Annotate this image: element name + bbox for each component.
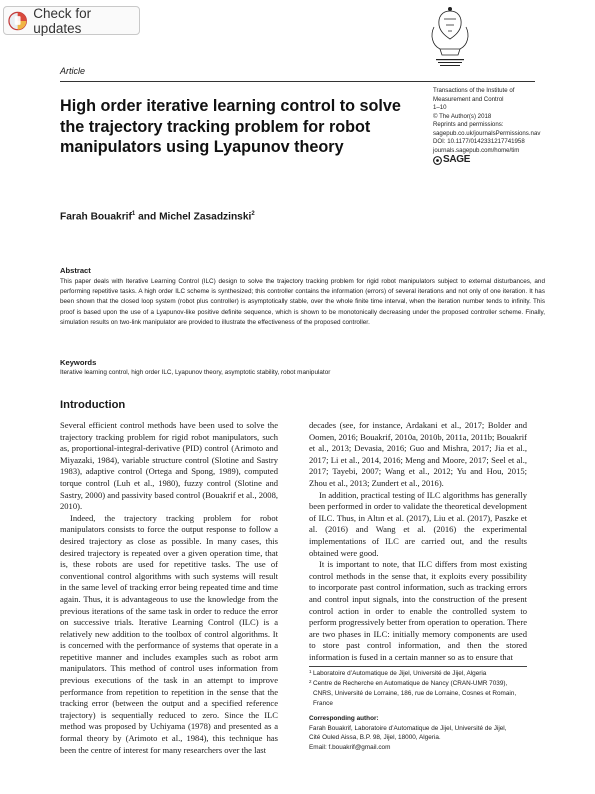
journal-info-line: 1–10 (433, 104, 447, 111)
affiliation-note (309, 679, 545, 689)
abstract-text: This paper deals with Iterative Learning Control (ILC) design to solve the trajectory tracking problem for rigid robot manipulators subject to external disturbances, and performing repetitive tasks. A high order ILC scheme is synthesized; this controller contains the information (errors) of several iterations and not only of one iteration. It has been shown that the closed loop system (robot plus controller) is asymptotically stable, over the whole finite time interval, when the iteration number tends to infinity. This proof is based upon the use of a Lyapunov-like positive definite sequence, which is shown to be monotonically decreasing under the proposed controller scheme. Finally, simulation results on two-link manipulator are provided to illustrate the effectiveness of the proposed controller. (60, 278, 545, 326)
corresponding-author-line: Cité Ouled Aissa, B.P. 98, Jijel, 18000, Algeria. (309, 734, 441, 742)
header-rule (60, 81, 535, 82)
journal-info-doi[interactable]: DOI: 10.1177/0142331217741958 (433, 138, 525, 145)
body-column-right (309, 420, 527, 663)
corresponding-author-line: Farah Bouakrif, Laboratoire d’Automatique de Jijel, Université de Jijel, (309, 724, 507, 732)
check-for-updates-button[interactable] (3, 6, 140, 35)
affiliation-number: 2 (309, 678, 312, 684)
abstract-heading: Abstract (60, 266, 91, 275)
affiliation-line: Laboratoire d’Automatique de Jijel, Université de Jijel, Algeria (313, 670, 487, 677)
author-list (60, 211, 255, 222)
sage-icon (433, 156, 442, 165)
paper-title: High order iterative learning control to solve the trajectory tracking problem for robot manipulators using Lyapunov theory (60, 97, 401, 156)
affiliation-note (309, 669, 545, 679)
footnote-rule (309, 666, 527, 667)
author-joiner: and (138, 211, 157, 223)
author-name[interactable]: Farah Bouakrif (60, 211, 132, 223)
author-name[interactable]: Michel Zasadzinski (159, 211, 252, 223)
journal-info (433, 87, 551, 165)
body-column-left (60, 420, 278, 756)
introduction-heading: Introduction (60, 399, 126, 411)
sage-logo (433, 156, 551, 165)
author-affiliation-mark: 2 (251, 211, 255, 217)
sage-wordmark: SAGE (443, 154, 471, 166)
affiliation-line: CNRS, Université de Lorraine, 186, rue de Lorraine, Cosnes et Romain, (313, 689, 517, 697)
keywords-text: Iterative learning control, high order ILC, Lyapunov theory, asymptotic stability, robot manipulator (60, 369, 331, 376)
body-paragraph: Several efficient control methods have been used to solve the trajectory tracking problem for rigid robot manipulators, such as, proportional-integral-derivative (PID) control (Arimoto and Miyazaki, 1984), variable structure control (Slotine and Sastry 1983), adaptive control (Ortega and Spong, 1989), computed torque control (Luh et al., 1980), fuzzy control (Slotine and Sastry, 2000) and passivity based control (Bouakrif et al., 2008, 2010). (60, 420, 278, 512)
journal-info-line: © The Author(s) 2018 (433, 112, 492, 120)
body-paragraph: In addition, practical testing of ILC algorithms has generally been performed in order to validate the theoretical development of ILC. Thus, in Altın et al. (2017), Liu et al. (2017), Paszke et al. (2016) and Wang et al. (2016) the experimental implementations of ILC are carried out, and the results obtained were good. (309, 489, 527, 558)
footnotes (309, 669, 545, 753)
body-paragraph: Indeed, the trajectory tracking problem for robot manipulators consists to force the output response to follow a desired trajectory as close as possible. In many cases, this desired trajectory is repeated over a given operation time, that is, these robots are used for repetitive tasks. The use of conventional control algorithms with such systems will result in the same level of tracking error being repeated time and time again. Thus, it is advantageous to use the knowledge from the previous iterations of the same task in order to reduce the error on successive trials. Iterative Learning Control (ILC) is a relatively new addition to the toolbox of control algorithms. It is concerned with the performance of systems that operate in a repetitive manner and includes examples such as robot arm manipulators. This method of control uses information from previous executions of the task in an attempt to improve performance from repetition to repetition in the sense that the tracking error (between the output and a specified reference trajectory) is sequentially reduced to zero. Since the ILC method was proposed by Uchiyama (1978) and presented as a formal theory by (Arimoto et al., 1984), this technique has been the centre of interest for many researchers over the last (60, 512, 278, 755)
keywords-heading: Keywords (60, 358, 97, 367)
body-paragraph: decades (see, for instance, Ardakani et al., 2017; Bolder and Oomen, 2016; Bouakrif, 2010a, 2010b, 2011a, 2011b; Bouakrif et al., 2013; Devasia, 2016; Guo and Mishra, 2017; Jia et al., 2017; Li et al., 2014, 2016; Meng and Moore, 2017; Seel et al., 2017; Tayebi, 2007; Wang et al., 2012; Yu and Hou, 2015; Zhou et al., 2013; Zundert et al., 2016). (309, 420, 527, 488)
check-for-updates-label: Check for updates (33, 5, 92, 36)
author-affiliation-mark: 1 (131, 211, 136, 217)
affiliation-line: France (313, 699, 333, 707)
corresponding-author-email[interactable]: Email: f.bouakrif@gmail.com (309, 744, 391, 752)
journal-info-line: Reprints and permissions: (433, 121, 504, 128)
journal-info-link[interactable]: sagepub.co.uk/journalsPermissions.nav (433, 129, 541, 137)
journal-info-line: Transactions of the Institute of (433, 87, 515, 94)
journal-info-link[interactable]: journals.sagepub.com/home/tim (433, 146, 520, 154)
affiliation-line: Centre de Recherche en Automatique de Nancy (CRAN-UMR 7039), (313, 679, 508, 687)
corresponding-author-heading: Corresponding author: (309, 714, 379, 722)
affiliation-number: 1 (309, 669, 312, 674)
journal-info-line: Measurement and Control (433, 95, 504, 103)
article-type-label: Article (60, 66, 86, 76)
crossmark-icon (8, 11, 27, 31)
body-paragraph: It is important to note, that ILC differs from most existing control methods in the sense that, it exploits every possibility to incorporate past control information, such as tracking errors and control input signals, into the construction of the present control action in order to enable the controlled system to perform progressively better from operation to operation. There are two phases in ILC: initially memory components are used to store past control information, and then the stored information is fused in a certain manner so as to ensure that (309, 559, 527, 662)
institute-crest-logo (424, 5, 476, 71)
